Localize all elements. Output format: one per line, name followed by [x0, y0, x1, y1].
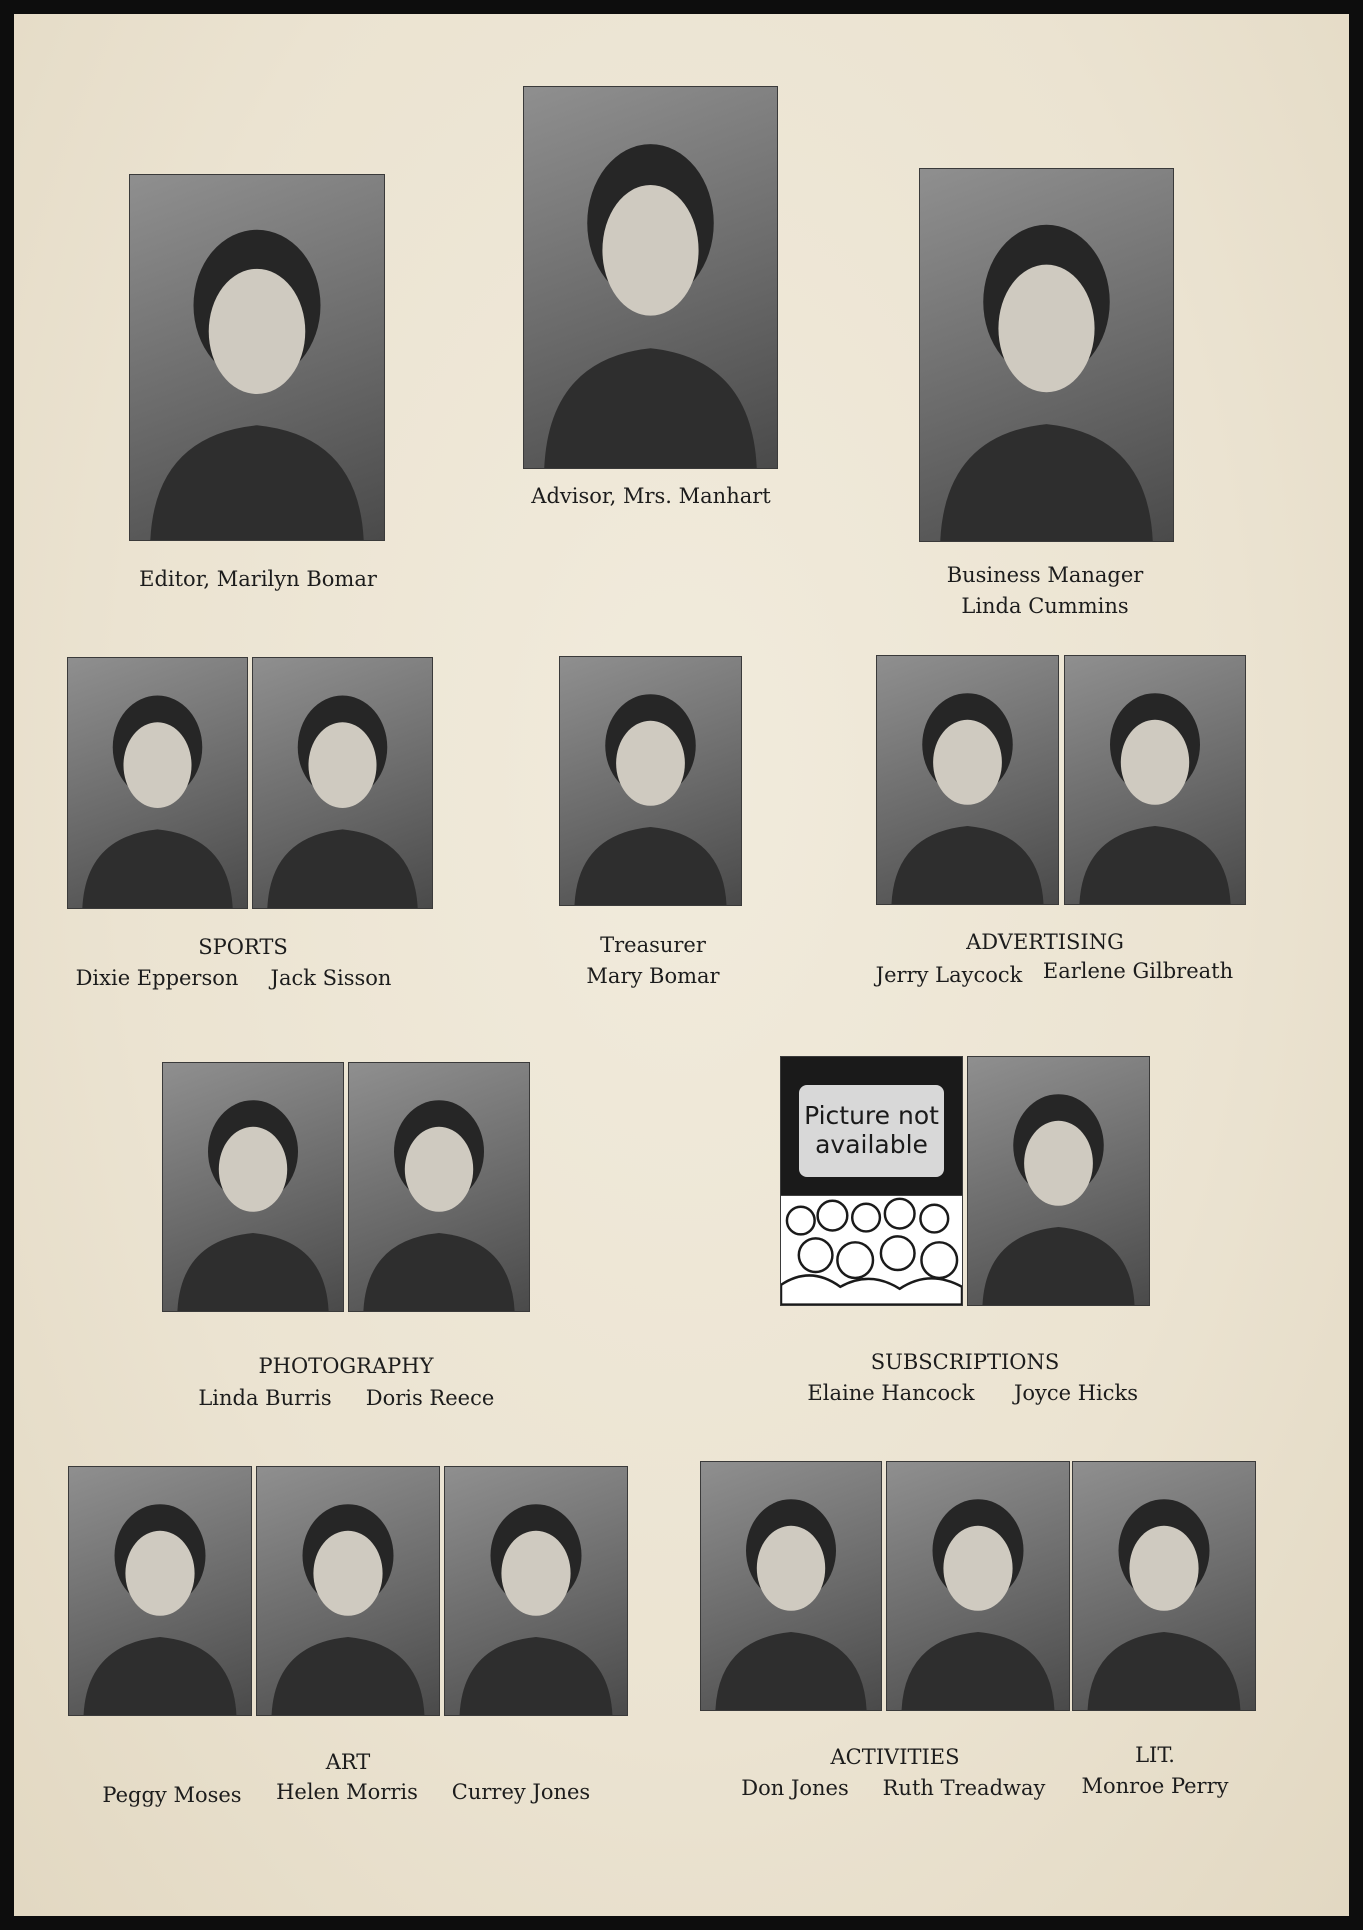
person-silhouette	[68, 658, 247, 908]
photography-name: Linda Burris	[198, 1386, 332, 1410]
advisor-caption: Advisor, Mrs. Manhart	[531, 484, 771, 508]
advertising-title: ADVERTISING	[966, 930, 1124, 954]
advertising-name: Earlene Gilbreath	[1042, 959, 1234, 983]
treasurer-title: Treasurer	[600, 933, 706, 957]
portrait-photo	[68, 1466, 252, 1716]
portrait-photo	[67, 657, 248, 909]
person-silhouette	[1065, 656, 1245, 904]
person-silhouette	[701, 1462, 881, 1710]
sports-title: SPORTS	[198, 935, 288, 959]
portrait-photo	[256, 1466, 440, 1716]
activities-name: Don Jones	[741, 1776, 849, 1800]
photography-name: Doris Reece	[365, 1386, 495, 1410]
lit-name: Monroe Perry	[1081, 1774, 1229, 1798]
picture-not-available-placeholder	[780, 1056, 963, 1306]
portrait-photo	[348, 1062, 530, 1312]
person-silhouette	[524, 87, 777, 468]
art-name: Peggy Moses	[102, 1783, 242, 1807]
portrait-photo	[919, 168, 1174, 542]
art-title: ART	[325, 1750, 371, 1774]
subscriptions-title: SUBSCRIPTIONS	[870, 1350, 1060, 1374]
person-silhouette	[253, 658, 432, 908]
placeholder-text-line-1: Picture not	[804, 1101, 939, 1131]
yearbook-page	[14, 14, 1349, 1916]
editor-caption: Editor, Marilyn Bomar	[139, 567, 377, 591]
portrait-photo	[252, 657, 433, 909]
portrait-photo	[444, 1466, 628, 1716]
portrait-photo	[162, 1062, 344, 1312]
person-silhouette	[1073, 1462, 1255, 1710]
portrait-photo	[700, 1461, 882, 1711]
lit-title: LIT.	[1135, 1743, 1175, 1767]
subscriptions-name: Joyce Hicks	[1013, 1381, 1139, 1405]
person-silhouette	[887, 1462, 1069, 1710]
person-silhouette	[445, 1467, 627, 1715]
sports-name: Jack Sisson	[270, 966, 392, 990]
portrait-photo	[523, 86, 778, 469]
portrait-photo	[129, 174, 385, 541]
audience-drawing	[781, 1057, 962, 1305]
portrait-photo	[876, 655, 1059, 905]
art-name: Currey Jones	[451, 1780, 591, 1804]
person-silhouette	[560, 657, 741, 905]
photography-title: PHOTOGRAPHY	[258, 1354, 434, 1378]
portrait-photo	[1072, 1461, 1256, 1711]
person-silhouette	[877, 656, 1058, 904]
person-silhouette	[69, 1467, 251, 1715]
portrait-photo	[967, 1056, 1150, 1306]
sports-name: Dixie Epperson	[75, 966, 239, 990]
treasurer-name: Mary Bomar	[586, 964, 720, 988]
subscriptions-name: Elaine Hancock	[807, 1381, 975, 1405]
person-silhouette	[968, 1057, 1149, 1305]
activities-title: ACTIVITIES	[830, 1745, 960, 1769]
advertising-name: Jerry Laycock	[875, 963, 1023, 987]
business-manager-title: Business Manager	[946, 563, 1144, 587]
activities-name: Ruth Treadway	[882, 1776, 1046, 1800]
person-silhouette	[349, 1063, 529, 1311]
person-silhouette	[130, 175, 384, 540]
portrait-photo	[886, 1461, 1070, 1711]
person-silhouette	[163, 1063, 343, 1311]
person-silhouette	[257, 1467, 439, 1715]
portrait-photo	[1064, 655, 1246, 905]
placeholder-text-line-2: available	[815, 1130, 928, 1159]
person-silhouette	[920, 169, 1173, 541]
business-manager-name: Linda Cummins	[961, 594, 1129, 618]
portrait-photo	[559, 656, 742, 906]
art-name: Helen Morris	[276, 1780, 418, 1804]
